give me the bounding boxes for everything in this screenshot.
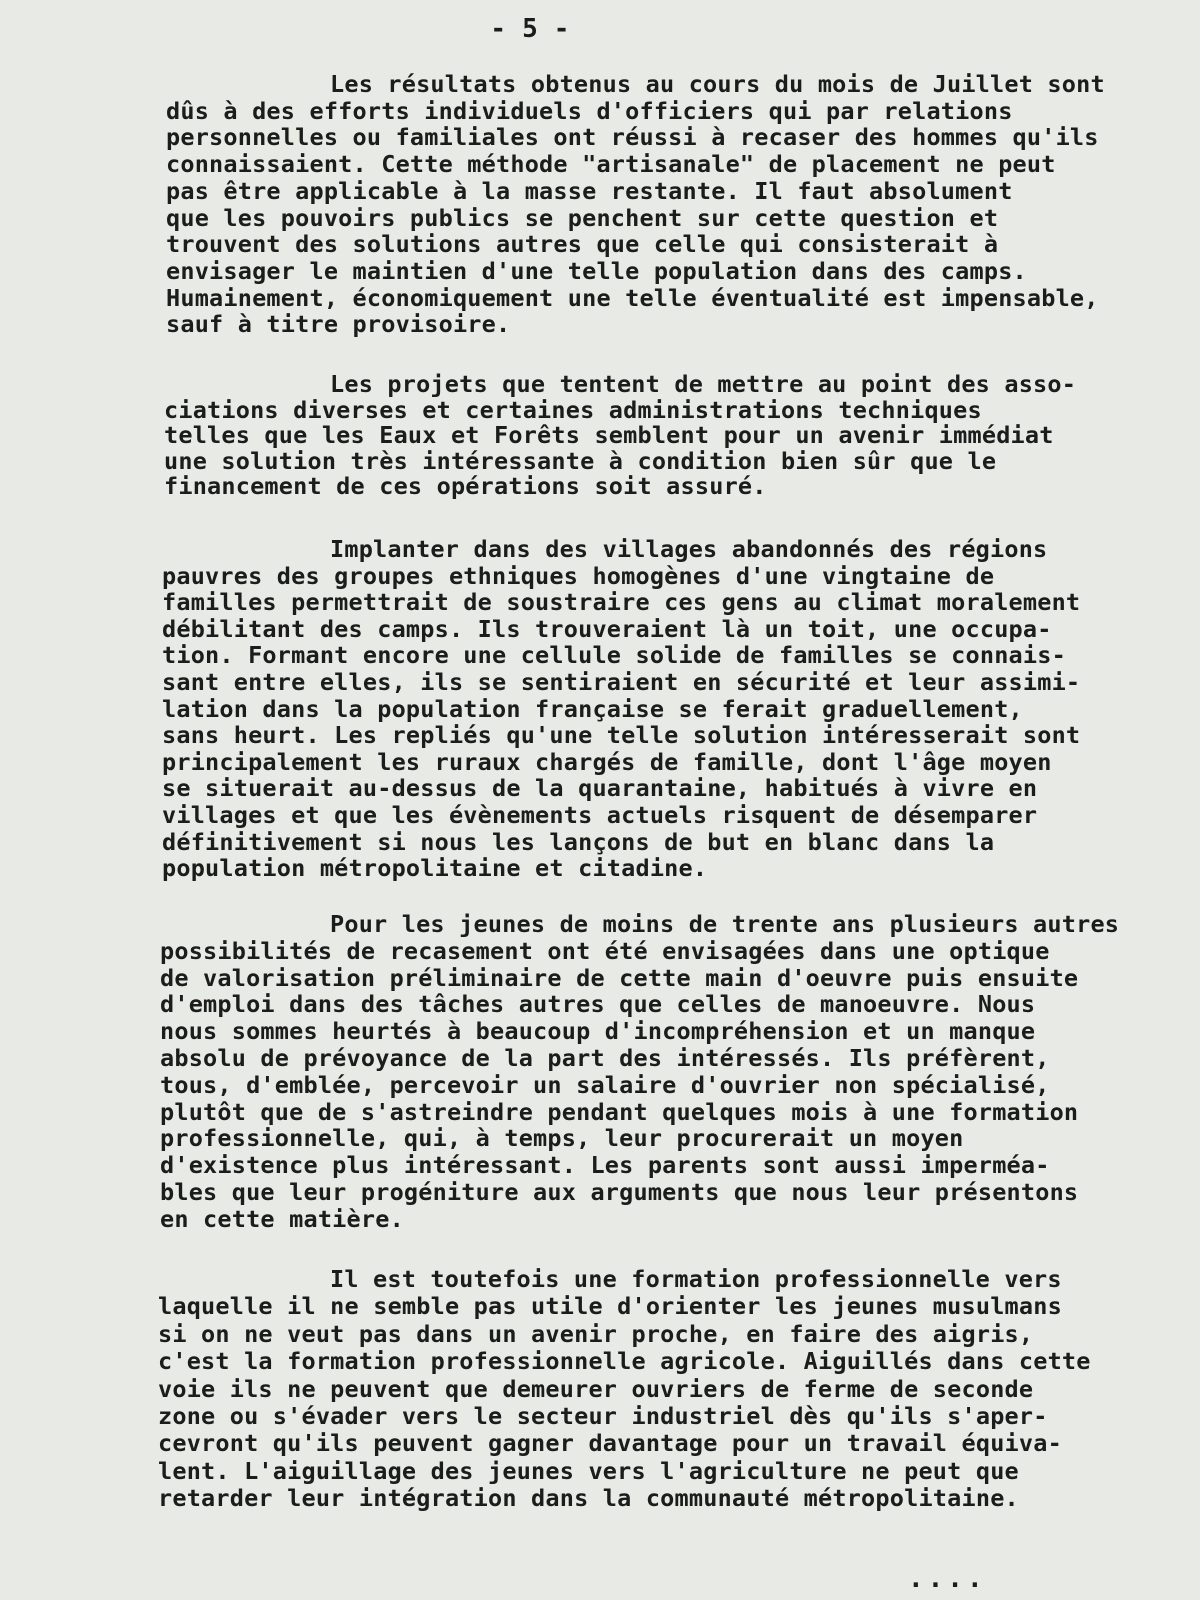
text-line: débilitant des camps. Ils trouveraient là un toit, une occupa- <box>162 615 1052 643</box>
text-line: laquelle il ne semble pas utile d'orienter les jeunes musulmans <box>158 1292 1062 1320</box>
text-line: familles permettrait de soustraire ces gens au climat moralement <box>162 588 1081 616</box>
text-line: Implanter dans des villages abandonnés des régions <box>330 535 1048 563</box>
page-number: - 5 - <box>490 14 570 44</box>
text-line: population métropolitaine et citadine. <box>162 854 708 882</box>
text-line: plutôt que de s'astreindre pendant quelques mois à une formation <box>160 1098 1079 1126</box>
text-line: se situerait au-dessus de la quarantaine, habitués à vivre en <box>162 774 1038 802</box>
text-line: lation dans la population française se ferait graduellement, <box>162 695 1023 723</box>
text-line: sans heurt. Les repliés qu'une telle solution intéresserait sont <box>162 721 1081 749</box>
text-line: si on ne veut pas dans un avenir proche, en faire des aigris, <box>158 1320 1034 1348</box>
text-line: Il est toutefois une formation professionnelle vers <box>330 1265 1062 1293</box>
text-line: voie ils ne peuvent que demeurer ouvriers de ferme de seconde <box>158 1375 1034 1403</box>
text-line: lent. L'aiguillage des jeunes vers l'agriculture ne peut que <box>158 1457 1019 1485</box>
text-line: bles que leur progéniture aux arguments que nous leur présentons <box>160 1178 1079 1206</box>
text-line: dûs à des efforts individuels d'officiers qui par relations <box>166 97 1013 125</box>
text-line: d'emploi dans des tâches autres que celles de manoeuvre. Nous <box>160 990 1036 1018</box>
text-line: en cette matière. <box>160 1205 404 1233</box>
text-line: pas être applicable à la masse restante. Il faut absolument <box>166 177 1013 205</box>
text-line: possibilités de recasement ont été envisagées dans une optique <box>160 937 1050 965</box>
text-line: de valorisation préliminaire de cette main d'oeuvre puis ensuite <box>160 964 1079 992</box>
text-line: pauvres des groupes ethniques homogènes d'une vingtaine de <box>162 562 995 590</box>
text-line: cevront qu'ils peuvent gagner davantage pour un travail équiva- <box>158 1429 1062 1457</box>
text-line: d'existence plus intéressant. Les parents sont aussi imperméa- <box>160 1151 1050 1179</box>
text-line: nous sommes heurtés à beaucoup d'incompréhension et un manque <box>160 1017 1036 1045</box>
text-line: sauf à titre provisoire. <box>166 310 511 338</box>
text-line: retarder leur intégration dans la communauté métropolitaine. <box>158 1484 1019 1512</box>
text-line: ciations diverses et certaines administrations techniques <box>164 396 982 424</box>
text-line: Humainement, économiquement une telle éventualité est impensable, <box>166 284 1099 312</box>
text-line: tous, d'emblée, percevoir un salaire d'ouvrier non spécialisé, <box>160 1071 1050 1099</box>
text-line: zone ou s'évader vers le secteur industriel dès qu'ils s'aper- <box>158 1402 1048 1430</box>
text-line: tion. Formant encore une cellule solide de familles se connais- <box>162 641 1066 669</box>
text-line: telles que les Eaux et Forêts semblent pour un avenir immédiat <box>164 421 1054 449</box>
text-line: une solution très intéressante à condition bien sûr que le <box>164 447 997 475</box>
text-line: personnelles ou familiales ont réussi à recaser des hommes qu'ils <box>166 123 1099 151</box>
text-line: sant entre elles, ils se sentiraient en sécurité et leur assimi- <box>162 668 1081 696</box>
text-line: connaissaient. Cette méthode "artisanale" de placement ne peut <box>166 150 1056 178</box>
continuation-mark: .... <box>908 1564 987 1594</box>
text-line: Les projets que tentent de mettre au point des asso- <box>330 370 1077 398</box>
text-line: envisager le maintien d'une telle population dans des camps. <box>166 257 1027 285</box>
text-line: financement de ces opérations soit assuré. <box>164 472 767 500</box>
text-line: principalement les ruraux chargés de famille, dont l'âge moyen <box>162 748 1052 776</box>
text-line: Les résultats obtenus au cours du mois de Juillet sont <box>330 70 1105 98</box>
text-line: trouvent des solutions autres que celle qui consisterait à <box>166 230 999 258</box>
text-line: définitivement si nous les lançons de but en blanc dans la <box>162 828 995 856</box>
text-line: villages et que les évènements actuels risquent de désemparer <box>162 801 1038 829</box>
text-line: Pour les jeunes de moins de trente ans plusieurs autres <box>330 910 1120 938</box>
text-line: que les pouvoirs publics se penchent sur cette question et <box>166 204 999 232</box>
text-line: absolu de prévoyance de la part des intéressés. Ils préfèrent, <box>160 1044 1050 1072</box>
text-line: professionnelle, qui, à temps, leur procurerait un moyen <box>160 1124 964 1152</box>
text-line: c'est la formation professionnelle agricole. Aiguillés dans cette <box>158 1347 1091 1375</box>
